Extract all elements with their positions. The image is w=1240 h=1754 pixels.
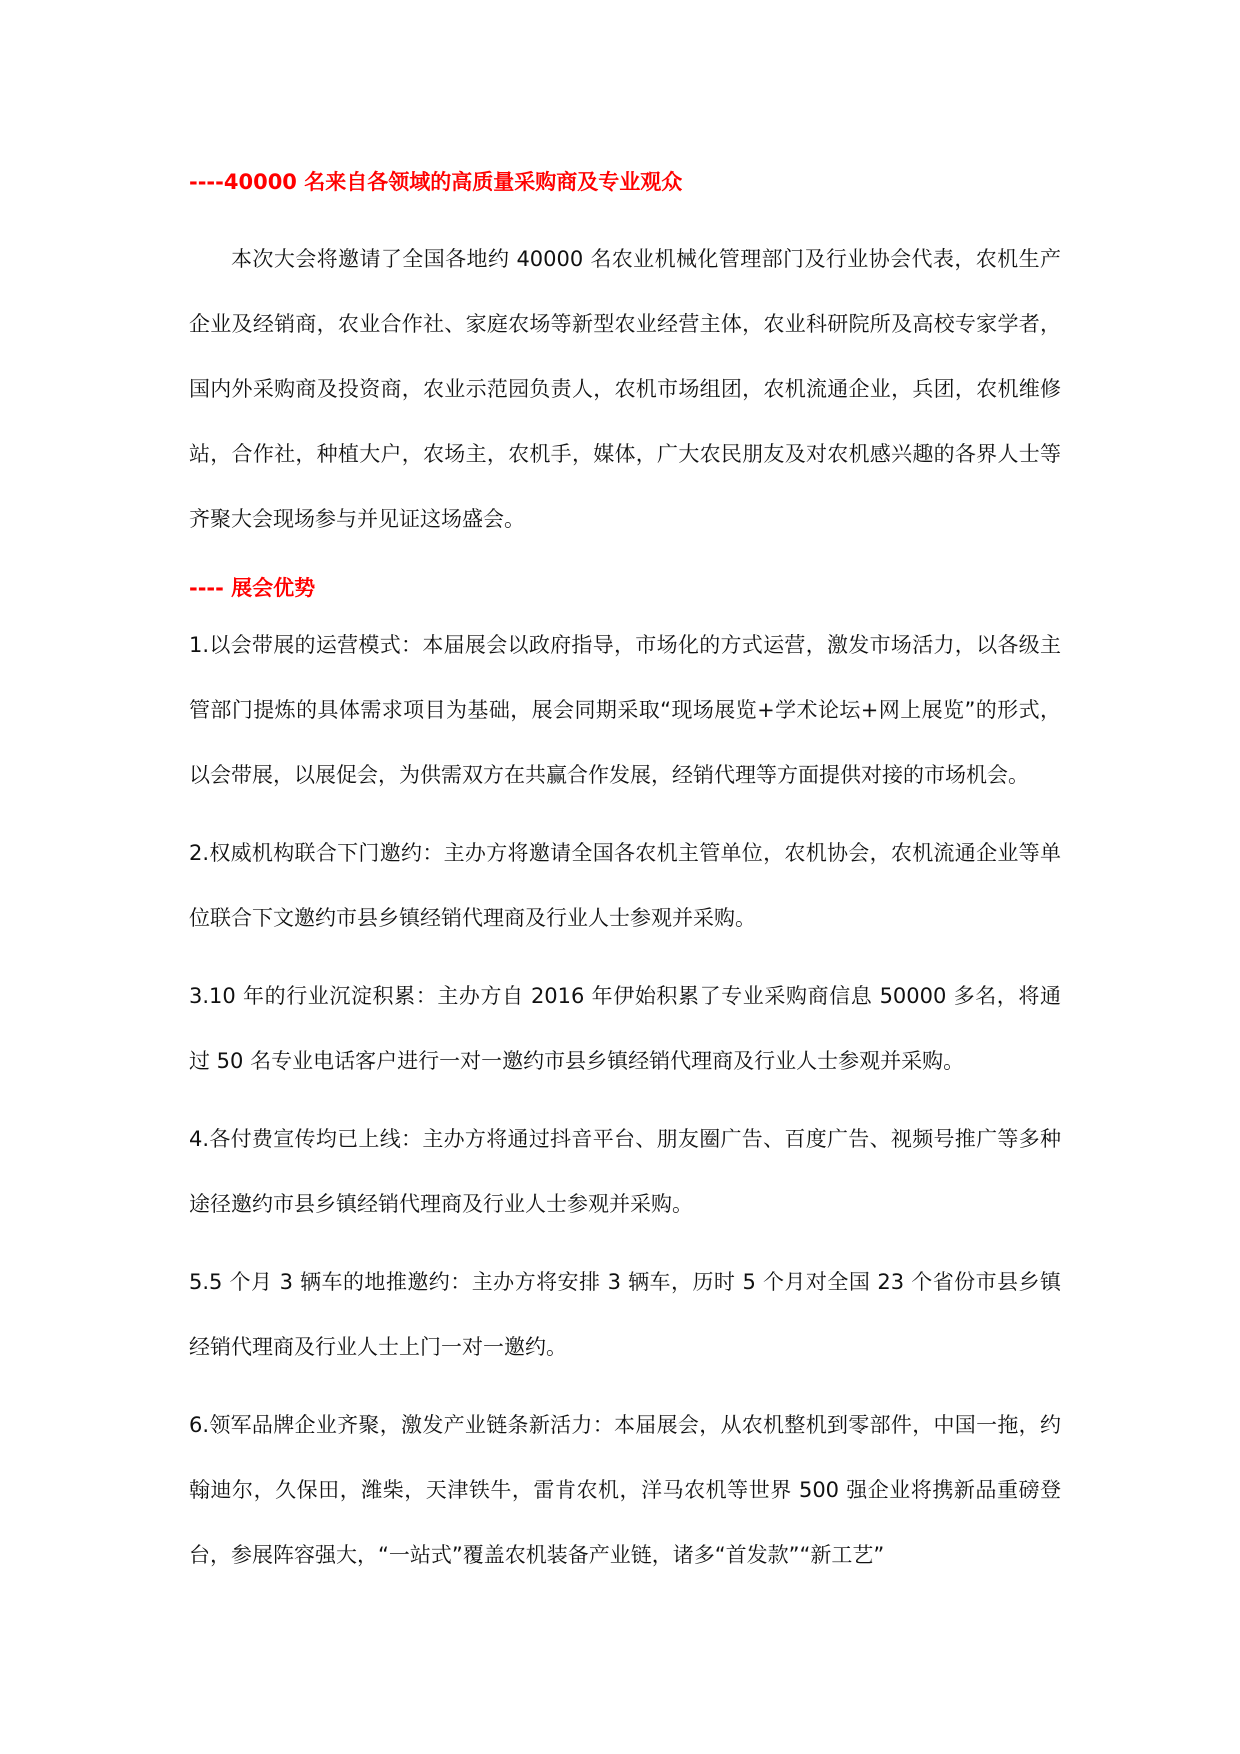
advantage-item-6: 6.领军品牌企业齐聚，激发产业链条新活力：本届展会，从农机整机到零部件，中国一拖，约翰迪尔，久保田，潍柴，天津铁牛，雷肯农机，洋马农机等世界 500 强企业将携新品重磅登台，参展阵容强大，“一站式”覆盖农机装备产业链，诸多“首发款”“新工艺” xyxy=(189,1413,1061,1567)
advantage-item-1: 1.以会带展的运营模式：本届展会以政府指导，市场化的方式运营，激发市场活力，以各级主管部门提炼的具体需求项目为基础，展会同期采取“现场展览+学术论坛+网上展览”的形式，以会带展，以展促会，为供需双方在共赢合作发展，经销代理等方面提供对接的市场机会。 xyxy=(189,633,1061,787)
document-body xyxy=(189,166,1061,1613)
advantage-item-5: 5.5 个月 3 辆车的地推邀约：主办方将安排 3 辆车，历时 5 个月对全国 23 个省份市县乡镇经销代理商及行业人士上门一对一邀约。 xyxy=(189,1270,1061,1359)
advantage-item-2: 2.权威机构联合下门邀约：主办方将邀请全国各农机主管单位，农机协会，农机流通企业等单位联合下文邀约市县乡镇经销代理商及行业人士参观并采购。 xyxy=(189,841,1061,930)
intro-paragraph: 本次大会将邀请了全国各地约 40000 名农业机械化管理部门及行业协会代表，农机生产企业及经销商，农业合作社、家庭农场等新型农业经营主体，农业科研院所及高校专家学者，国内外采购商及投资商，农业示范园负责人，农机市场组团，农机流通企业，兵团，农机维修站，合作社，种植大户，农场主，农机手，媒体，广大农民朋友及对农机感兴趣的各界人士等齐聚大会现场参与并见证这场盛会。 xyxy=(189,247,1061,531)
advantage-item-4: 4.各付费宣传均已上线：主办方将通过抖音平台、朋友圈广告、百度广告、视频号推广等多种途径邀约市县乡镇经销代理商及行业人士参观并采购。 xyxy=(189,1127,1061,1216)
section-heading-advantages: ---- 展会优势 xyxy=(189,576,316,600)
advantage-item-3: 3.10 年的行业沉淀积累：主办方自 2016 年伊始积累了专业采购商信息 50000 多名，将通过 50 名专业电话客户进行一对一邀约市县乡镇经销代理商及行业人士参观并采购。 xyxy=(189,984,1061,1073)
section-heading-buyers: ----40000 名来自各领域的高质量采购商及专业观众 xyxy=(189,170,683,194)
